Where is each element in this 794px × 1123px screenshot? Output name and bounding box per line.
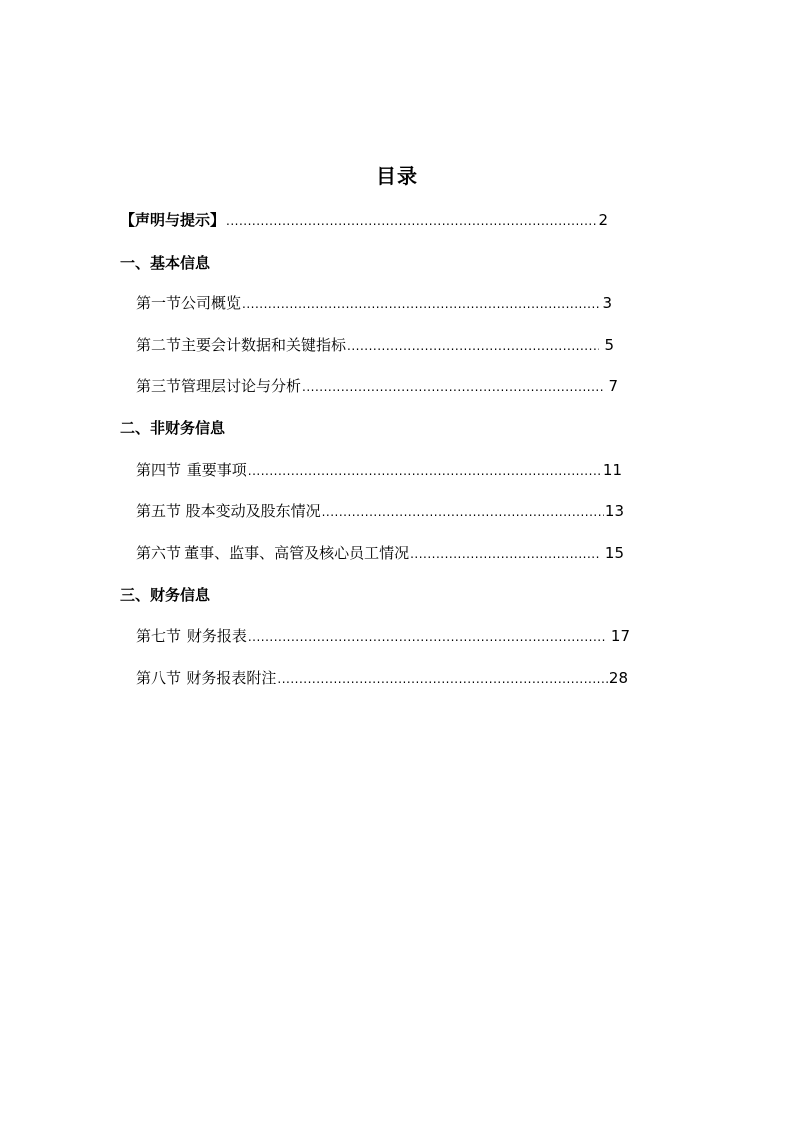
toc-entry-label: 股本变动及股东情况 [185, 502, 321, 520]
toc-entry-section-2[interactable] [136, 334, 614, 356]
section-heading-financial-info: 三、财务信息 [120, 586, 211, 604]
page-title: 目录 [376, 164, 418, 188]
toc-entry-label: 财务报表 [186, 627, 247, 645]
toc-page-number: 17 [606, 627, 630, 645]
toc-entry-label: 财务报表附注 [186, 669, 277, 687]
toc-entry-statement[interactable] [120, 209, 608, 231]
dot-leader [226, 210, 597, 232]
section-heading-non-financial-info: 二、非财务信息 [120, 419, 226, 437]
toc-page-number: 13 [604, 502, 624, 520]
toc-section-number: 第六节 [136, 544, 182, 562]
dot-leader [302, 376, 603, 398]
toc-entry-section-1[interactable] [136, 292, 612, 314]
toc-page-number: 7 [603, 377, 618, 395]
toc-entry-label: 第二节主要会计数据和关键指标 [136, 336, 347, 354]
toc-section-number: 第七节 [136, 627, 182, 645]
toc-page-number: 11 [602, 461, 622, 479]
toc-page-number: 3 [602, 294, 612, 312]
toc-entry-section-4[interactable] [136, 459, 622, 481]
toc-entry-section-3[interactable] [136, 375, 618, 397]
dot-leader [248, 626, 605, 648]
dot-leader [347, 335, 599, 357]
dot-leader [248, 460, 602, 482]
toc-entry-label: 第一节公司概览 [136, 294, 242, 312]
toc-page-number: 28 [608, 669, 628, 687]
toc-entry-label: 【声明与提示】 [120, 211, 226, 229]
toc-page-number: 2 [598, 211, 608, 229]
dot-leader [410, 543, 599, 565]
toc-entry-section-6[interactable] [136, 542, 624, 564]
toc-entry-label: 第三节管理层讨论与分析 [136, 377, 302, 395]
toc-section-number: 第四节 [136, 461, 182, 479]
toc-section-number: 第八节 [136, 669, 182, 687]
toc-entry-section-5[interactable] [136, 500, 624, 522]
toc-page-number: 5 [599, 336, 614, 354]
toc-entry-section-7[interactable] [136, 625, 630, 647]
toc-entry-label: 重要事项 [186, 461, 247, 479]
toc-entry-label: 董事、监事、高管及核心员工情况 [184, 544, 410, 562]
dot-leader [242, 293, 601, 315]
toc-page-number: 15 [600, 544, 624, 562]
section-heading-basic-info: 一、基本信息 [120, 254, 211, 272]
dot-leader [277, 668, 608, 690]
toc-entry-section-8[interactable] [136, 667, 628, 689]
dot-leader [322, 501, 604, 523]
toc-section-number: 第五节 [136, 502, 182, 520]
